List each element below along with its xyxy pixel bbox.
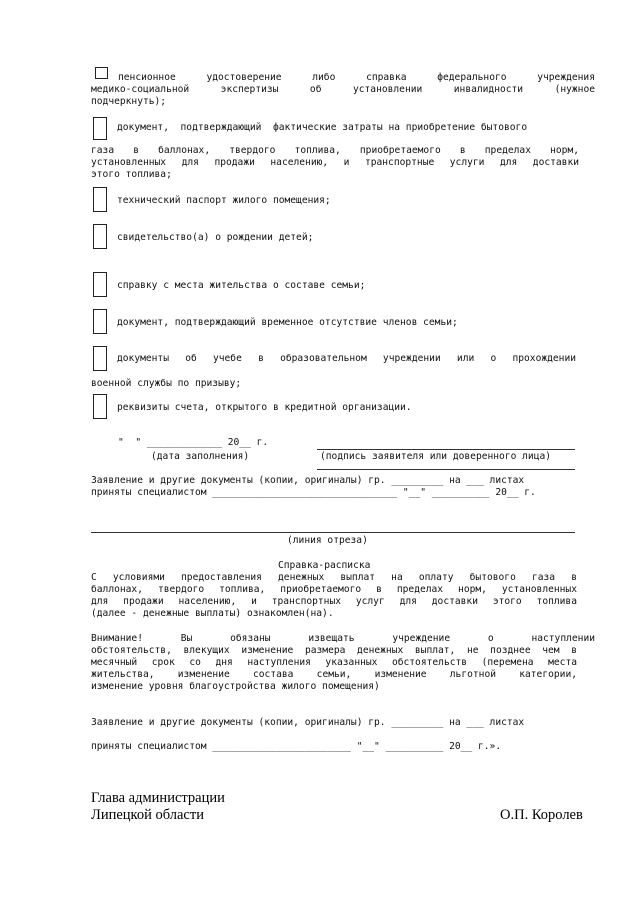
item-absence-document: документ, подтверждающий временное отсутствие членов семьи; [117,317,458,328]
cut-line-caption: (линия отреза) [287,535,368,546]
date-field[interactable]: " " _____________ 20__ г. [118,437,269,448]
receipt-line: Внимание! Вы обязаны извещать учреждение о наступлении [91,633,595,644]
checkbox-absence-document[interactable] [93,309,107,334]
signature-line-2[interactable] [317,469,575,470]
item-line: подчеркнуть); [91,96,167,107]
accepted-line-1: Заявление и другие документы (копии, оригиналы) гр. _________ на ___ листах [91,475,525,486]
checkbox-tech-passport[interactable] [93,187,107,212]
signature-caption: (подпись заявителя или доверенного лица) [320,451,552,462]
checkbox-pension-certificate[interactable] [95,67,108,79]
receipt-line: изменение уровня благоустройства жилого помещения) [91,681,380,692]
item-line: газа в баллонах, твердого топлива, приобретаемого в пределах норм, [91,145,579,156]
signature-line[interactable] [317,449,575,450]
item-line: документ, подтверждающий фактические затраты на приобретение бытового [117,122,528,133]
receipt-accepted-line-1: Заявление и другие документы (копии, оригиналы) гр. _________ на ___ листах [91,717,525,728]
item-birth-certificate: свидетельство(а) о рождении детей; [117,232,314,243]
signatory-name: О.П. Королев [500,807,583,823]
item-line: установленных для продажи населению, и транспортные услуги для доставки [91,157,579,168]
date-caption: (дата заполнения) [151,451,250,462]
checkbox-expense-document[interactable] [93,117,107,140]
item-residence-certificate: справку с места жительства о составе семьи; [117,280,366,291]
signatory-position-line-2: Липецкой области [91,807,204,823]
checkbox-study-documents[interactable] [93,346,107,371]
item-line: этого топлива; [91,169,172,180]
receipt-line: жительства, изменение состава семьи, изменение льготной категории, [91,669,577,680]
item-line: медико-социальной экспертизы об установлении инвалидности (нужное [91,84,595,95]
accepted-line-2: приняты специалистом ________________________________ "__" __________ 20__ г. [91,487,536,498]
checkbox-bank-account[interactable] [93,394,107,419]
receipt-line: для продажи населению, и транспортных услуг для доставки этого топлива [91,596,577,607]
signatory-position-line-1: Глава администрации [91,790,225,806]
item-line: военной службы по призыву; [91,378,242,389]
item-bank-account: реквизиты счета, открытого в кредитной организации. [117,402,412,413]
receipt-line: месячный срок со дня наступления указанных обстоятельств (перемена места [91,657,577,668]
item-line: документы об учебе в образовательном учреждении или о прохождении [117,353,576,364]
receipt-title: Справка-расписка [278,560,371,571]
checkbox-birth-certificate[interactable] [93,224,107,249]
checkbox-residence-certificate[interactable] [93,272,107,297]
item-tech-passport: технический паспорт жилого помещения; [117,195,331,206]
receipt-line: (далее - денежные выплаты) ознакомлен(на). [91,608,334,619]
receipt-line: С условиями предоставления денежных выплат на оплату бытового газа в [91,572,577,583]
cut-line [91,532,575,533]
receipt-line: баллонах, твердого топлива, приобретаемого в пределах норм, установленных [91,584,577,595]
receipt-accepted-line-2: приняты специалистом ________________________ "__" __________ 20__ г.». [91,741,502,752]
item-line: пенсионное удостоверение либо справка федерального учреждения [118,72,595,83]
receipt-line: обстоятельств, влекущих изменение размера денежных выплат, не позднее чем в [91,645,577,656]
